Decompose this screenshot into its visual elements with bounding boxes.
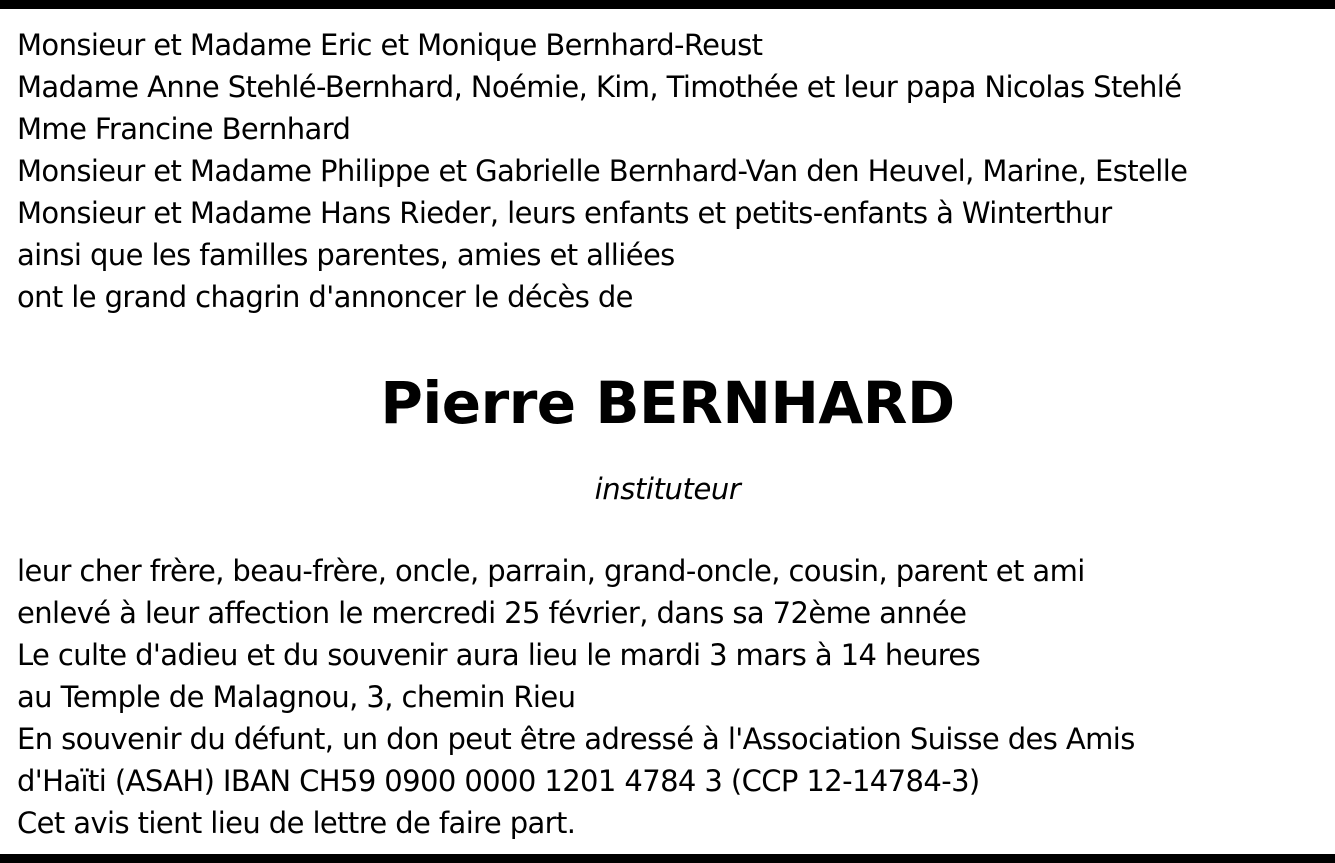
deceased-occupation: instituteur	[594, 472, 741, 506]
family-line: Monsieur et Madame Hans Rieder, leurs enfants et petits-enfants à Winterthur	[17, 196, 1112, 230]
detail-line: d'Haïti (ASAH) IBAN CH59 0900 0000 1201 4784 3 (CCP 12-14784-3)	[17, 764, 980, 798]
family-line: Monsieur et Madame Eric et Monique Bernhard-Reust	[17, 28, 763, 62]
family-list	[17, 24, 1187, 318]
family-line: Mme Francine Bernhard	[17, 112, 351, 146]
top-border-rule	[0, 0, 1335, 9]
bottom-border-rule	[0, 854, 1335, 863]
deceased-name: Pierre BERNHARD	[380, 369, 955, 437]
family-line: ainsi que les familles parentes, amies et alliées	[17, 238, 675, 272]
family-line: Madame Anne Stehlé-Bernhard, Noémie, Kim, Timothée et leur papa Nicolas Stehlé	[17, 70, 1182, 104]
notice-details	[17, 550, 1135, 844]
detail-line: au Temple de Malagnou, 3, chemin Rieu	[17, 680, 576, 714]
detail-line: enlevé à leur affection le mercredi 25 février, dans sa 72ème année	[17, 596, 967, 630]
detail-line: Le culte d'adieu et du souvenir aura lieu le mardi 3 mars à 14 heures	[17, 638, 981, 672]
detail-line: Cet avis tient lieu de lettre de faire part.	[17, 806, 576, 840]
family-line: Monsieur et Madame Philippe et Gabrielle Bernhard-Van den Heuvel, Marine, Estelle	[17, 154, 1188, 188]
announcement-line: ont le grand chagrin d'annoncer le décès de	[17, 280, 633, 314]
detail-line: leur cher frère, beau-frère, oncle, parrain, grand-oncle, cousin, parent et ami	[17, 554, 1085, 588]
detail-line: En souvenir du défunt, un don peut être adressé à l'Association Suisse des Amis	[17, 722, 1135, 756]
